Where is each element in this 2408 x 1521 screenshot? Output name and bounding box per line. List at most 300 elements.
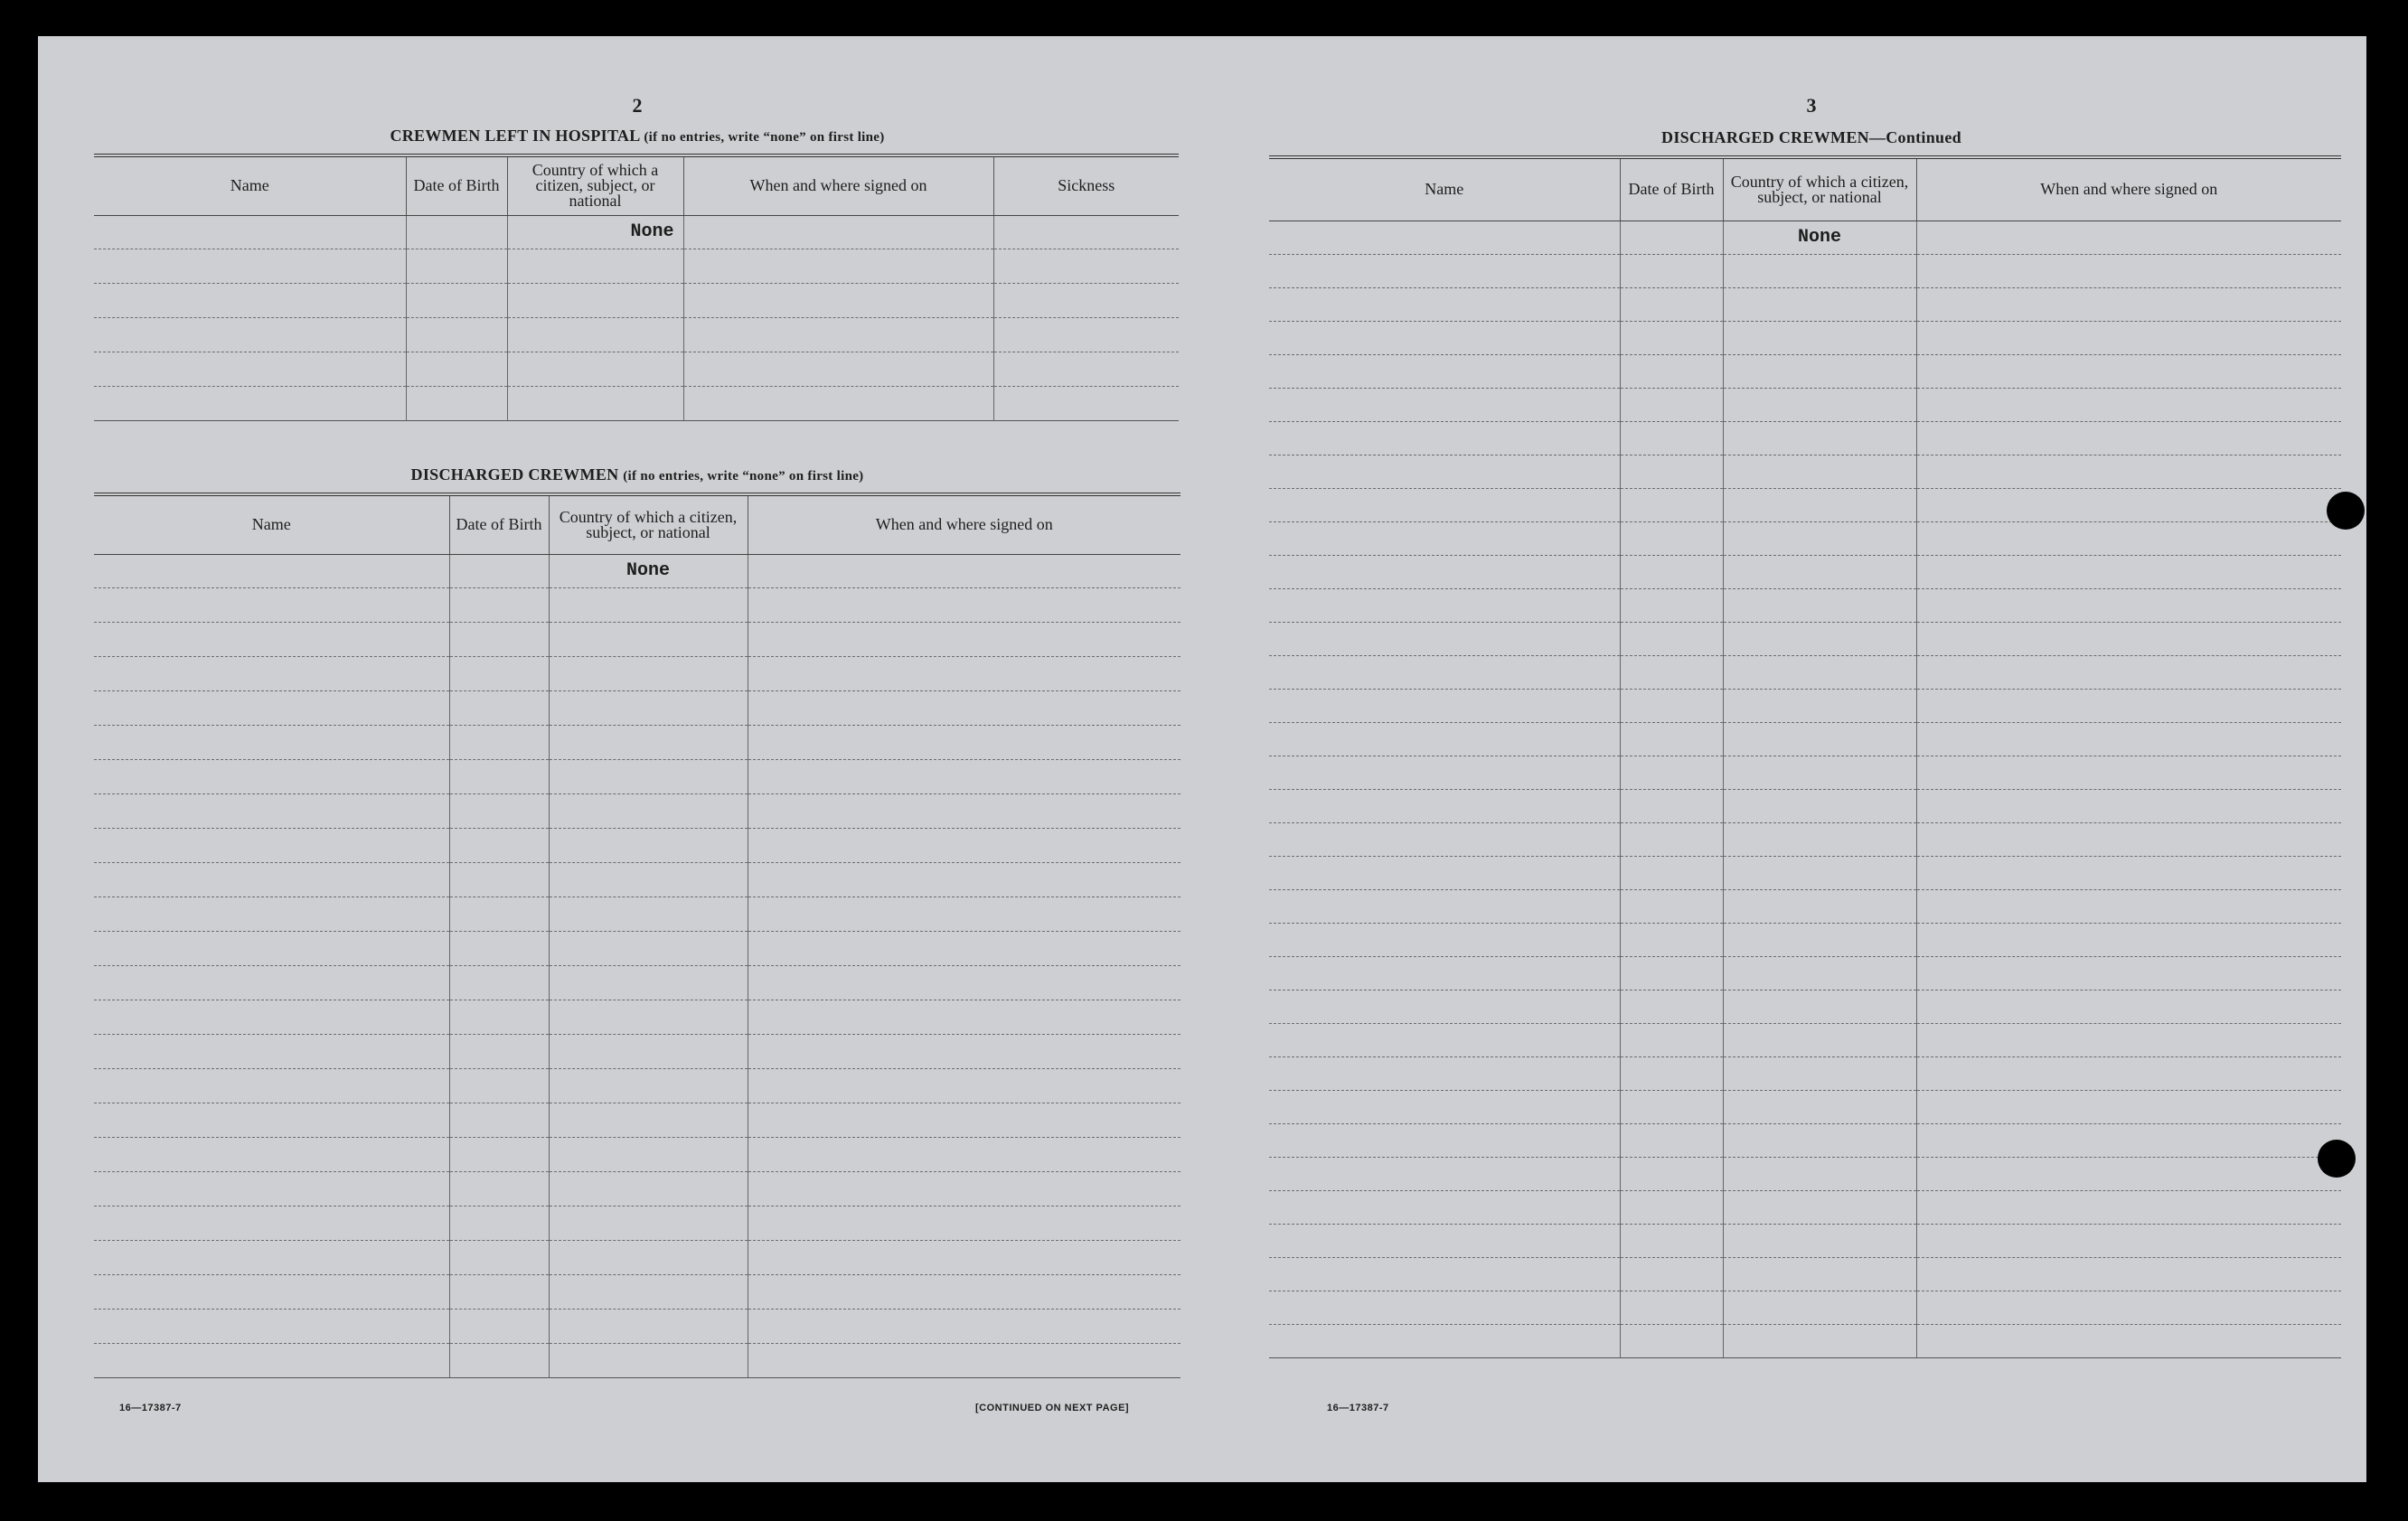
cell-name[interactable] — [1269, 956, 1620, 990]
table-row — [94, 352, 1179, 386]
cell-signed-on[interactable] — [748, 897, 1180, 931]
cell-date-of-birth[interactable] — [1620, 856, 1723, 889]
cell-name[interactable] — [94, 1343, 449, 1377]
cell-name[interactable] — [94, 1206, 449, 1240]
cell-country[interactable] — [1723, 254, 1916, 287]
page-number-left: 2 — [632, 94, 643, 117]
cell-country[interactable] — [1723, 588, 1916, 622]
cell-date-of-birth[interactable] — [1620, 588, 1723, 622]
col-header-country: Country of which a citizen, subject, or national — [549, 494, 748, 554]
cell-signed-on[interactable] — [1916, 655, 2341, 689]
cell-date-of-birth[interactable] — [449, 965, 549, 1000]
cell-name[interactable] — [1269, 354, 1620, 388]
cell-name[interactable] — [94, 690, 449, 725]
cell-date-of-birth[interactable] — [1620, 354, 1723, 388]
cell-country[interactable] — [1723, 1190, 1916, 1224]
cell-name[interactable] — [1269, 388, 1620, 421]
cell-country[interactable] — [549, 725, 748, 759]
cell-date-of-birth[interactable] — [1620, 756, 1723, 789]
cell-date-of-birth[interactable] — [406, 317, 507, 352]
cell-signed-on[interactable] — [1916, 1090, 2341, 1123]
cell-date-of-birth[interactable] — [1620, 1224, 1723, 1257]
cell-signed-on[interactable] — [748, 1343, 1180, 1377]
cell-date-of-birth[interactable] — [1620, 388, 1723, 421]
cell-country[interactable] — [549, 587, 748, 622]
cell-country[interactable] — [549, 1171, 748, 1206]
cell-name[interactable] — [94, 1309, 449, 1343]
cell-name[interactable] — [1269, 521, 1620, 555]
cell-date-of-birth[interactable] — [1620, 655, 1723, 689]
cell-date-of-birth[interactable] — [1620, 1023, 1723, 1056]
cell-date-of-birth[interactable] — [1620, 789, 1723, 822]
cell-name[interactable] — [1269, 1157, 1620, 1190]
cell-date-of-birth[interactable] — [449, 1343, 549, 1377]
table-row — [94, 622, 1180, 656]
discharged-title-text: DISCHARGED CREWMEN — [410, 465, 619, 484]
cell-country[interactable] — [1723, 923, 1916, 956]
cell-date-of-birth[interactable] — [1620, 923, 1723, 956]
cell-country[interactable] — [1723, 956, 1916, 990]
continued-none-entry[interactable]: None — [1723, 221, 1916, 254]
cell-date-of-birth[interactable] — [1620, 1324, 1723, 1357]
cell-signed-on[interactable] — [683, 386, 993, 420]
table-row — [1269, 1257, 2341, 1291]
cell-date-of-birth[interactable] — [449, 1309, 549, 1343]
cell-signed-on[interactable] — [1916, 588, 2341, 622]
cell-country[interactable] — [549, 862, 748, 897]
cell-signed-on[interactable] — [1916, 622, 2341, 655]
cell-signed-on[interactable] — [748, 690, 1180, 725]
cell-signed-on[interactable] — [1916, 321, 2341, 354]
cell-signed-on[interactable] — [1916, 1291, 2341, 1324]
cell-signed-on[interactable] — [1916, 822, 2341, 856]
table-row — [1269, 789, 2341, 822]
cell-country[interactable] — [549, 1309, 748, 1343]
cell-signed-on[interactable] — [1916, 889, 2341, 923]
cell-date-of-birth[interactable] — [449, 1240, 549, 1274]
cell-sickness[interactable] — [993, 352, 1179, 386]
cell-name[interactable] — [1269, 756, 1620, 789]
cell-signed-on[interactable] — [748, 759, 1180, 793]
col-header-date-of-birth: Date of Birth — [406, 155, 507, 215]
cell-date-of-birth[interactable] — [449, 656, 549, 690]
cell-date-of-birth[interactable] — [449, 828, 549, 862]
cell-country[interactable] — [549, 622, 748, 656]
cell-country[interactable] — [549, 1068, 748, 1103]
cell-signed-on[interactable] — [1916, 990, 2341, 1023]
cell-country[interactable] — [1723, 1324, 1916, 1357]
form-sheet — [38, 36, 2366, 1482]
cell-signed-on[interactable] — [748, 1137, 1180, 1171]
cell-signed-on[interactable] — [1916, 421, 2341, 455]
cell-name[interactable] — [94, 1034, 449, 1068]
cell-name[interactable] — [1269, 1324, 1620, 1357]
cell-signed-on[interactable] — [748, 1206, 1180, 1240]
cell-signed-on[interactable] — [1916, 287, 2341, 321]
cell-country[interactable] — [1723, 1123, 1916, 1157]
cell-date-of-birth[interactable] — [1620, 1090, 1723, 1123]
table-row — [1269, 1123, 2341, 1157]
cell-date-of-birth[interactable] — [449, 1034, 549, 1068]
cell-name[interactable] — [1269, 1291, 1620, 1324]
cell-name[interactable] — [1269, 789, 1620, 822]
cell-name[interactable] — [94, 793, 449, 828]
cell-name[interactable] — [94, 249, 406, 283]
form-code-right: 16—17387-7 — [1327, 1403, 1389, 1413]
cell-signed-on[interactable] — [748, 828, 1180, 862]
discharged-table — [94, 493, 1180, 1378]
cell-country[interactable] — [1723, 1257, 1916, 1291]
cell-name[interactable] — [94, 656, 449, 690]
cell-date-of-birth[interactable] — [449, 1274, 549, 1309]
table-row — [1269, 455, 2341, 488]
cell-signed-on[interactable] — [683, 352, 993, 386]
cell-date-of-birth[interactable] — [1620, 221, 1723, 254]
cell-name[interactable] — [94, 1171, 449, 1206]
cell-country[interactable] — [1723, 655, 1916, 689]
table-row — [94, 215, 1179, 249]
cell-date-of-birth[interactable] — [1620, 521, 1723, 555]
cell-date-of-birth[interactable] — [1620, 822, 1723, 856]
cell-country[interactable] — [1723, 990, 1916, 1023]
cell-signed-on[interactable] — [1916, 1190, 2341, 1224]
cell-date-of-birth[interactable] — [449, 1171, 549, 1206]
cell-signed-on[interactable] — [1916, 689, 2341, 722]
cell-signed-on[interactable] — [1916, 555, 2341, 588]
cell-date-of-birth[interactable] — [1620, 990, 1723, 1023]
cell-date-of-birth[interactable] — [1620, 1123, 1723, 1157]
cell-date-of-birth[interactable] — [449, 1103, 549, 1137]
cell-country[interactable] — [549, 690, 748, 725]
cell-date-of-birth[interactable] — [1620, 1157, 1723, 1190]
cell-signed-on[interactable] — [748, 587, 1180, 622]
cell-name[interactable] — [94, 215, 406, 249]
cell-country[interactable] — [1723, 689, 1916, 722]
cell-date-of-birth[interactable] — [1620, 889, 1723, 923]
cell-country[interactable] — [507, 283, 683, 317]
cell-sickness[interactable] — [993, 386, 1179, 420]
cell-name[interactable] — [1269, 321, 1620, 354]
cell-country[interactable] — [1723, 521, 1916, 555]
cell-date-of-birth[interactable] — [1620, 622, 1723, 655]
table-row — [1269, 1324, 2341, 1357]
cell-date-of-birth[interactable] — [449, 690, 549, 725]
cell-name[interactable] — [1269, 588, 1620, 622]
cell-signed-on[interactable] — [1916, 1257, 2341, 1291]
cell-name[interactable] — [94, 1240, 449, 1274]
table-row — [94, 1343, 1180, 1377]
table-row — [94, 965, 1180, 1000]
cell-signed-on[interactable] — [683, 215, 993, 249]
cell-name[interactable] — [94, 587, 449, 622]
cell-country[interactable] — [1723, 856, 1916, 889]
cell-date-of-birth[interactable] — [449, 1137, 549, 1171]
cell-name[interactable] — [1269, 254, 1620, 287]
cell-signed-on[interactable] — [1916, 722, 2341, 756]
cell-country[interactable] — [549, 1343, 748, 1377]
cell-name[interactable] — [94, 622, 449, 656]
cell-name[interactable] — [94, 897, 449, 931]
col-header-signed-on: When and where signed on — [748, 494, 1180, 554]
cell-country[interactable] — [1723, 1056, 1916, 1090]
cell-name[interactable] — [1269, 822, 1620, 856]
cell-country[interactable] — [549, 759, 748, 793]
cell-signed-on[interactable] — [748, 554, 1180, 587]
cell-signed-on[interactable] — [683, 283, 993, 317]
cell-country[interactable] — [507, 386, 683, 420]
cell-country[interactable] — [1723, 488, 1916, 521]
cell-country[interactable] — [507, 249, 683, 283]
cell-date-of-birth[interactable] — [449, 931, 549, 965]
cell-name[interactable] — [1269, 221, 1620, 254]
cell-signed-on[interactable] — [1916, 1023, 2341, 1056]
cell-name[interactable] — [94, 931, 449, 965]
cell-date-of-birth[interactable] — [406, 352, 507, 386]
cell-sickness[interactable] — [993, 249, 1179, 283]
cell-signed-on[interactable] — [683, 249, 993, 283]
cell-country[interactable] — [549, 1274, 748, 1309]
cell-date-of-birth[interactable] — [1620, 455, 1723, 488]
cell-country[interactable] — [507, 352, 683, 386]
table-row — [94, 1137, 1180, 1171]
cell-date-of-birth[interactable] — [406, 386, 507, 420]
cell-country[interactable] — [1723, 1090, 1916, 1123]
cell-signed-on[interactable] — [748, 965, 1180, 1000]
page-number-right: 3 — [1806, 94, 1817, 117]
cell-name[interactable] — [1269, 1056, 1620, 1090]
cell-signed-on[interactable] — [1916, 856, 2341, 889]
cell-signed-on[interactable] — [748, 1240, 1180, 1274]
cell-name[interactable] — [1269, 555, 1620, 588]
cell-country[interactable] — [1723, 354, 1916, 388]
cell-name[interactable] — [1269, 1224, 1620, 1257]
discharged-none-entry[interactable]: None — [549, 554, 748, 587]
cell-name[interactable] — [94, 352, 406, 386]
col-header-date-of-birth: Date of Birth — [1620, 157, 1723, 221]
cell-country[interactable] — [1723, 1157, 1916, 1190]
cell-name[interactable] — [1269, 455, 1620, 488]
cell-name[interactable] — [1269, 287, 1620, 321]
cell-country[interactable] — [1723, 1224, 1916, 1257]
cell-country[interactable] — [1723, 1023, 1916, 1056]
cell-country[interactable] — [1723, 789, 1916, 822]
table-row — [94, 1000, 1180, 1034]
cell-date-of-birth[interactable] — [1620, 488, 1723, 521]
col-header-country: Country of which a citizen, subject, or national — [1723, 157, 1916, 221]
cell-date-of-birth[interactable] — [449, 759, 549, 793]
cell-signed-on[interactable] — [748, 1171, 1180, 1206]
cell-signed-on[interactable] — [748, 622, 1180, 656]
cell-date-of-birth[interactable] — [449, 1206, 549, 1240]
cell-signed-on[interactable] — [1916, 789, 2341, 822]
cell-signed-on[interactable] — [748, 1068, 1180, 1103]
cell-name[interactable] — [94, 725, 449, 759]
cell-signed-on[interactable] — [1916, 756, 2341, 789]
cell-country[interactable] — [1723, 756, 1916, 789]
cell-date-of-birth[interactable] — [1620, 956, 1723, 990]
cell-date-of-birth[interactable] — [1620, 1257, 1723, 1291]
cell-signed-on[interactable] — [1916, 221, 2341, 254]
cell-date-of-birth[interactable] — [1620, 555, 1723, 588]
cell-signed-on[interactable] — [748, 725, 1180, 759]
cell-signed-on[interactable] — [748, 1000, 1180, 1034]
cell-date-of-birth[interactable] — [449, 725, 549, 759]
cell-date-of-birth[interactable] — [449, 793, 549, 828]
cell-name[interactable] — [1269, 889, 1620, 923]
cell-signed-on[interactable] — [1916, 923, 2341, 956]
cell-sickness[interactable] — [993, 215, 1179, 249]
cell-country[interactable] — [1723, 287, 1916, 321]
cell-country[interactable] — [1723, 388, 1916, 421]
cell-name[interactable] — [94, 1137, 449, 1171]
cell-date-of-birth[interactable] — [1620, 1291, 1723, 1324]
cell-date-of-birth[interactable] — [1620, 254, 1723, 287]
cell-country[interactable] — [549, 965, 748, 1000]
cell-sickness[interactable] — [993, 317, 1179, 352]
cell-signed-on[interactable] — [683, 317, 993, 352]
cell-country[interactable] — [549, 931, 748, 965]
cell-name[interactable] — [94, 1274, 449, 1309]
cell-country[interactable] — [1723, 822, 1916, 856]
cell-name[interactable] — [94, 1000, 449, 1034]
cell-name[interactable] — [94, 965, 449, 1000]
cell-date-of-birth[interactable] — [406, 215, 507, 249]
punch-hole-bottom — [2318, 1140, 2356, 1178]
cell-signed-on[interactable] — [1916, 254, 2341, 287]
cell-date-of-birth[interactable] — [449, 587, 549, 622]
cell-date-of-birth[interactable] — [449, 554, 549, 587]
cell-date-of-birth[interactable] — [1620, 287, 1723, 321]
cell-signed-on[interactable] — [1916, 455, 2341, 488]
table-row — [1269, 1157, 2341, 1190]
table-row — [94, 1274, 1180, 1309]
cell-name[interactable] — [94, 317, 406, 352]
cell-country[interactable] — [1723, 421, 1916, 455]
cell-name[interactable] — [1269, 622, 1620, 655]
cell-name[interactable] — [94, 1068, 449, 1103]
cell-country[interactable] — [549, 656, 748, 690]
cell-date-of-birth[interactable] — [406, 283, 507, 317]
cell-country[interactable] — [1723, 622, 1916, 655]
cell-name[interactable] — [94, 554, 449, 587]
table-row — [1269, 722, 2341, 756]
hospital-none-entry[interactable]: None — [507, 215, 683, 249]
cell-name[interactable] — [94, 828, 449, 862]
cell-signed-on[interactable] — [748, 793, 1180, 828]
cell-signed-on[interactable] — [748, 656, 1180, 690]
cell-signed-on[interactable] — [1916, 1324, 2341, 1357]
cell-country[interactable] — [549, 1034, 748, 1068]
cell-name[interactable] — [94, 283, 406, 317]
cell-country[interactable] — [549, 828, 748, 862]
cell-date-of-birth[interactable] — [406, 249, 507, 283]
cell-name[interactable] — [1269, 923, 1620, 956]
cell-date-of-birth[interactable] — [449, 622, 549, 656]
cell-name[interactable] — [94, 759, 449, 793]
cell-name[interactable] — [1269, 990, 1620, 1023]
cell-name[interactable] — [1269, 856, 1620, 889]
cell-country[interactable] — [1723, 321, 1916, 354]
cell-signed-on[interactable] — [748, 1274, 1180, 1309]
cell-date-of-birth[interactable] — [1620, 689, 1723, 722]
cell-signed-on[interactable] — [1916, 956, 2341, 990]
col-header-date-of-birth: Date of Birth — [449, 494, 549, 554]
cell-name[interactable] — [1269, 1090, 1620, 1123]
cell-sickness[interactable] — [993, 283, 1179, 317]
cell-signed-on[interactable] — [748, 1034, 1180, 1068]
cell-signed-on[interactable] — [1916, 1123, 2341, 1157]
cell-signed-on[interactable] — [1916, 354, 2341, 388]
cell-country[interactable] — [1723, 555, 1916, 588]
cell-country[interactable] — [549, 897, 748, 931]
cell-country[interactable] — [1723, 1291, 1916, 1324]
cell-country[interactable] — [507, 317, 683, 352]
cell-name[interactable] — [1269, 1023, 1620, 1056]
cell-name[interactable] — [1269, 421, 1620, 455]
cell-date-of-birth[interactable] — [449, 897, 549, 931]
cell-signed-on[interactable] — [748, 931, 1180, 965]
cell-date-of-birth[interactable] — [449, 1068, 549, 1103]
table-row — [1269, 488, 2341, 521]
cell-country[interactable] — [549, 1240, 748, 1274]
table-row — [94, 828, 1180, 862]
cell-name[interactable] — [1269, 689, 1620, 722]
cell-name[interactable] — [1269, 1257, 1620, 1291]
cell-signed-on[interactable] — [1916, 1056, 2341, 1090]
cell-country[interactable] — [549, 1000, 748, 1034]
cell-name[interactable] — [1269, 1123, 1620, 1157]
cell-country[interactable] — [1723, 455, 1916, 488]
cell-name[interactable] — [1269, 655, 1620, 689]
cell-signed-on[interactable] — [1916, 1224, 2341, 1257]
cell-country[interactable] — [1723, 889, 1916, 923]
cell-signed-on[interactable] — [748, 862, 1180, 897]
cell-date-of-birth[interactable] — [449, 1000, 549, 1034]
cell-country[interactable] — [549, 1206, 748, 1240]
cell-country[interactable] — [1723, 722, 1916, 756]
cell-country[interactable] — [549, 1137, 748, 1171]
cell-date-of-birth[interactable] — [1620, 1056, 1723, 1090]
cell-country[interactable] — [549, 793, 748, 828]
cell-signed-on[interactable] — [1916, 1157, 2341, 1190]
cell-date-of-birth[interactable] — [1620, 1190, 1723, 1224]
cell-signed-on[interactable] — [1916, 488, 2341, 521]
cell-name[interactable] — [94, 386, 406, 420]
table-row — [94, 759, 1180, 793]
cell-name[interactable] — [94, 862, 449, 897]
cell-country[interactable] — [549, 1103, 748, 1137]
cell-signed-on[interactable] — [748, 1309, 1180, 1343]
cell-date-of-birth[interactable] — [1620, 722, 1723, 756]
continued-note: [CONTINUED ON NEXT PAGE] — [975, 1403, 1130, 1413]
cell-signed-on[interactable] — [1916, 521, 2341, 555]
cell-signed-on[interactable] — [748, 1103, 1180, 1137]
cell-signed-on[interactable] — [1916, 388, 2341, 421]
cell-name[interactable] — [94, 1103, 449, 1137]
cell-date-of-birth[interactable] — [449, 862, 549, 897]
col-header-country: Country of which a citizen, subject, or national — [507, 155, 683, 215]
cell-date-of-birth[interactable] — [1620, 321, 1723, 354]
cell-name[interactable] — [1269, 1190, 1620, 1224]
cell-name[interactable] — [1269, 722, 1620, 756]
cell-date-of-birth[interactable] — [1620, 421, 1723, 455]
table-row — [1269, 254, 2341, 287]
table-row — [94, 317, 1179, 352]
table-row — [94, 1034, 1180, 1068]
table-row — [94, 587, 1180, 622]
cell-name[interactable] — [1269, 488, 1620, 521]
table-row — [94, 1068, 1180, 1103]
